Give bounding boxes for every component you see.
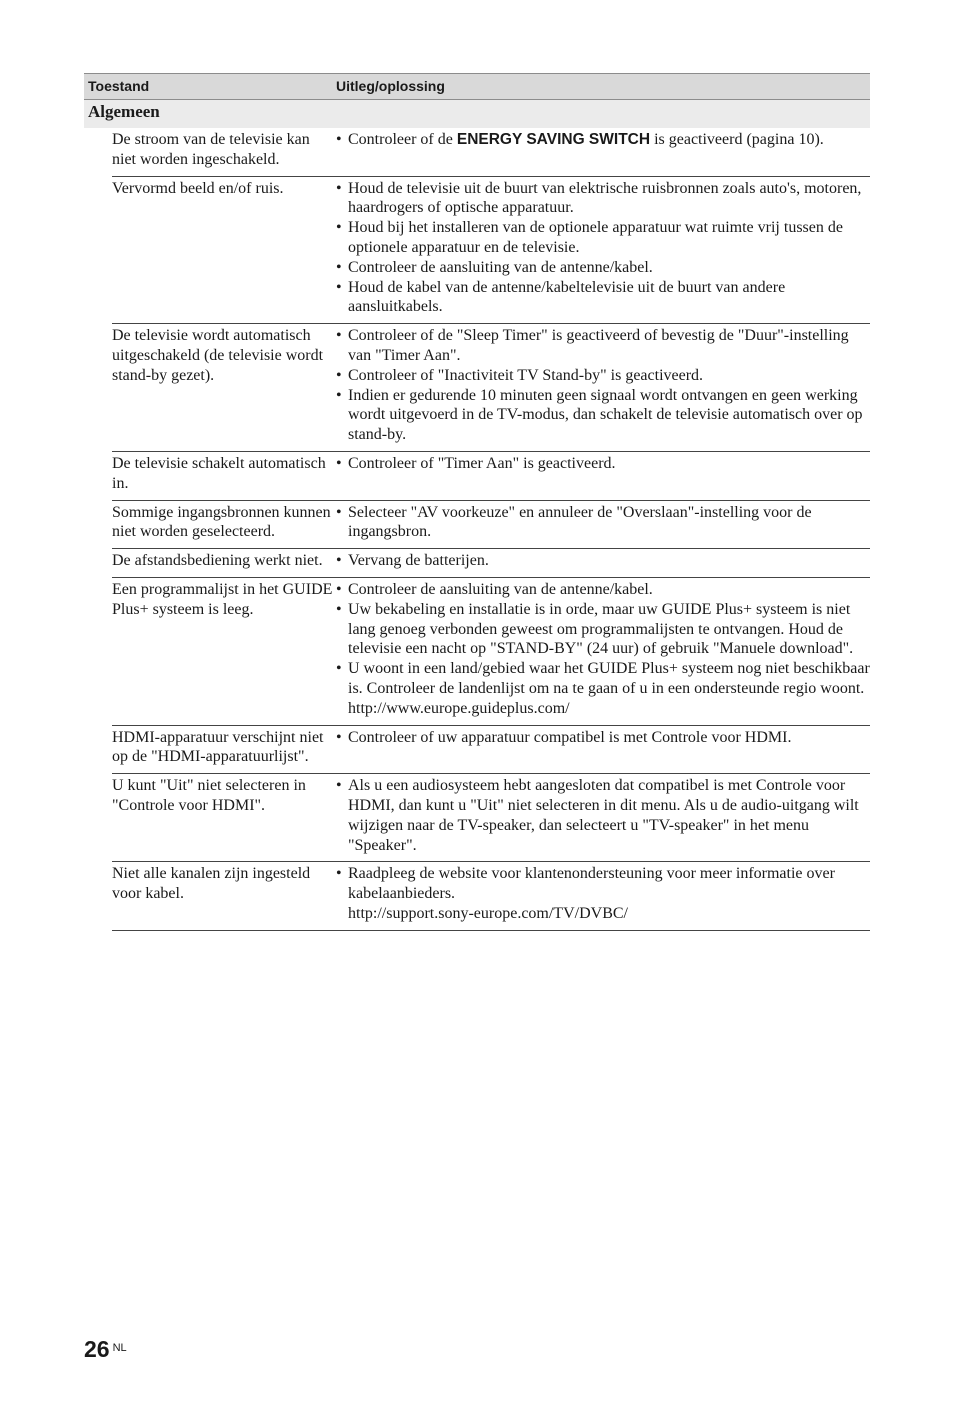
- column-header-solution: Uitleg/oplossing: [336, 78, 445, 94]
- solution-item: [336, 551, 870, 571]
- condition-cell: Vervormd beeld en/of ruis.: [112, 179, 284, 197]
- solution-item: [336, 776, 870, 855]
- bullet-icon: •: [336, 278, 342, 296]
- solution-item: [336, 179, 870, 219]
- solution-text: Controleer of de: [348, 131, 457, 148]
- bullet-icon: •: [336, 386, 342, 404]
- solution-text: Houd de televisie uit de buurt van elektrische ruisbronnen zoals auto's, motoren, haardrogers of optische apparatuur.: [348, 179, 862, 217]
- bullet-icon: •: [336, 580, 342, 598]
- solution-text: Houd bij het installeren van de optionele apparatuur wat ruimte vrij tussen de optionele apparatuur en de televisie.: [348, 219, 843, 256]
- language-code: NL: [112, 1342, 127, 1354]
- solution-text: Selecteer "AV voorkeuze" en annuleer de "Overslaan"-instelling voor de ingangsbron.: [348, 503, 812, 541]
- solution-cell: [336, 179, 870, 318]
- condition-cell: Een programmalijst in het GUIDE Plus+ systeem is leeg.: [112, 580, 333, 618]
- solution-text: Vervang de batterijen.: [348, 552, 489, 570]
- bullet-icon: •: [336, 454, 342, 472]
- bullet-icon: •: [336, 600, 342, 618]
- section-title: Algemeen: [88, 102, 160, 121]
- solution-item: [336, 218, 870, 258]
- page-number: 26: [84, 1336, 110, 1362]
- bullet-icon: •: [336, 503, 342, 521]
- url-link[interactable]: http://www.europe.guideplus.com/: [348, 699, 570, 717]
- bullet-icon: •: [336, 258, 342, 276]
- solution-text: Houd de kabel van de antenne/kabeltelevisie uit de buurt van andere aansluitkabels.: [348, 278, 786, 316]
- solution-item: [336, 326, 870, 366]
- table-row: [112, 501, 870, 550]
- bullet-icon: •: [336, 366, 342, 384]
- solution-item: [336, 580, 870, 600]
- solution-cell: [336, 580, 870, 719]
- solution-text: Controleer of "Timer Aan" is geactiveerd.: [348, 454, 616, 472]
- bullet-icon: •: [336, 552, 342, 570]
- solution-item: [336, 454, 870, 474]
- bullet-icon: •: [336, 219, 342, 237]
- solution-item: [336, 366, 870, 386]
- solution-text: is geactiveerd (pagina 10).: [650, 131, 824, 148]
- bullet-icon: •: [336, 660, 342, 678]
- solution-item: [336, 130, 870, 150]
- condition-cell: HDMI-apparatuur verschijnt niet op de "HDMI-apparatuurlijst".: [112, 728, 324, 766]
- solution-item: [336, 278, 870, 318]
- solution-text: Controleer de aansluiting van de antenne/kabel.: [348, 258, 653, 276]
- table-row: [112, 774, 870, 862]
- bullet-icon: •: [336, 179, 342, 197]
- bullet-icon: •: [336, 777, 342, 795]
- solution-item: [336, 503, 870, 543]
- solution-cell: [336, 864, 870, 923]
- url-link[interactable]: http://support.sony-europe.com/TV/DVBC/: [348, 904, 628, 922]
- solution-item: [336, 864, 870, 923]
- table-body: [84, 128, 870, 931]
- condition-cell: U kunt "Uit" niet selecteren in "Controle voor HDMI".: [112, 777, 306, 814]
- solution-item: [336, 728, 870, 748]
- solution-cell: [336, 776, 870, 855]
- table-row: [112, 177, 870, 325]
- condition-cell: De afstandsbediening werkt niet.: [112, 552, 323, 570]
- solution-item: [336, 258, 870, 278]
- solution-text: Controleer of de "Sleep Timer" is geactiveerd of bevestig de "Duur"-instelling van "Timer Aan".: [348, 327, 849, 364]
- section-heading: [84, 100, 870, 128]
- table-row: [112, 452, 870, 501]
- table-row: [112, 324, 870, 452]
- solution-text: Controleer of "Inactiviteit TV Stand-by" is geactiveerd.: [348, 366, 704, 384]
- troubleshooting-table: [84, 73, 870, 931]
- solution-item: [336, 600, 870, 659]
- table-row: [112, 726, 870, 775]
- solution-cell: [336, 551, 870, 571]
- solution-text: Als u een audiosysteem hebt aangesloten dat compatibel is met Controle voor HDMI, dan kunt u "Uit" niet selecteren in dit menu. Als u de audio-uitgang wilt wijzigen naar de TV-speaker, dan selecteert u "TV-speaker" in het menu "Speaker".: [348, 777, 859, 854]
- solution-cell: [336, 503, 870, 543]
- page-footer: [84, 1336, 127, 1363]
- bullet-icon: •: [336, 327, 342, 345]
- condition-cell: De televisie schakelt automatisch in.: [112, 454, 326, 492]
- table-row: [112, 578, 870, 726]
- condition-cell: Sommige ingangsbronnen kunnen niet worden geselecteerd.: [112, 503, 331, 541]
- bullet-icon: •: [336, 131, 342, 148]
- solution-cell: [336, 728, 870, 768]
- table-row: [112, 549, 870, 578]
- solution-item: [336, 659, 870, 718]
- condition-cell: De televisie wordt automatisch uitgeschakeld (de televisie wordt stand-by gezet).: [112, 327, 324, 384]
- table-header: [84, 73, 870, 100]
- solution-text: Controleer de aansluiting van de antenne/kabel.: [348, 580, 653, 598]
- column-header-condition: Toestand: [88, 78, 150, 94]
- solution-text: Raadpleeg de website voor klantenondersteuning voor meer informatie over kabelaanbieders.: [348, 865, 835, 903]
- solution-cell: [336, 130, 870, 170]
- solution-text: U woont in een land/gebied waar het GUIDE Plus+ systeem nog niet beschikbaar is. Controleer de landenlijst om na te gaan of u in een ondersteunde regio woont.: [348, 660, 870, 697]
- solution-item: [336, 386, 870, 445]
- bullet-icon: •: [336, 728, 342, 746]
- switch-name: ENERGY SAVING SWITCH: [456, 131, 651, 148]
- condition-cell: Niet alle kanalen zijn ingesteld voor kabel.: [112, 865, 311, 903]
- solution-cell: [336, 454, 870, 494]
- table-row: [112, 862, 870, 930]
- solution-cell: [336, 326, 870, 445]
- solution-text: Controleer of uw apparatuur compatibel is met Controle voor HDMI.: [348, 728, 792, 746]
- table-row: [112, 128, 870, 177]
- bullet-icon: •: [336, 865, 342, 883]
- solution-text: Uw bekabeling en installatie is in orde, maar uw GUIDE Plus+ systeem is niet lang genoeg verbonden geweest om programmalijsten te ontvangen. Houd de televisie een nacht op "STAND-BY" (24 uur) of gebruik "Manuele download".: [348, 600, 854, 658]
- solution-text: Indien er gedurende 10 minuten geen signaal wordt ontvangen en geen werking wordt uitgevoerd in de TV-modus, dan schakelt de televisie automatisch over op stand-by.: [348, 386, 863, 444]
- condition-cell: De stroom van de televisie kan niet worden ingeschakeld.: [112, 131, 310, 168]
